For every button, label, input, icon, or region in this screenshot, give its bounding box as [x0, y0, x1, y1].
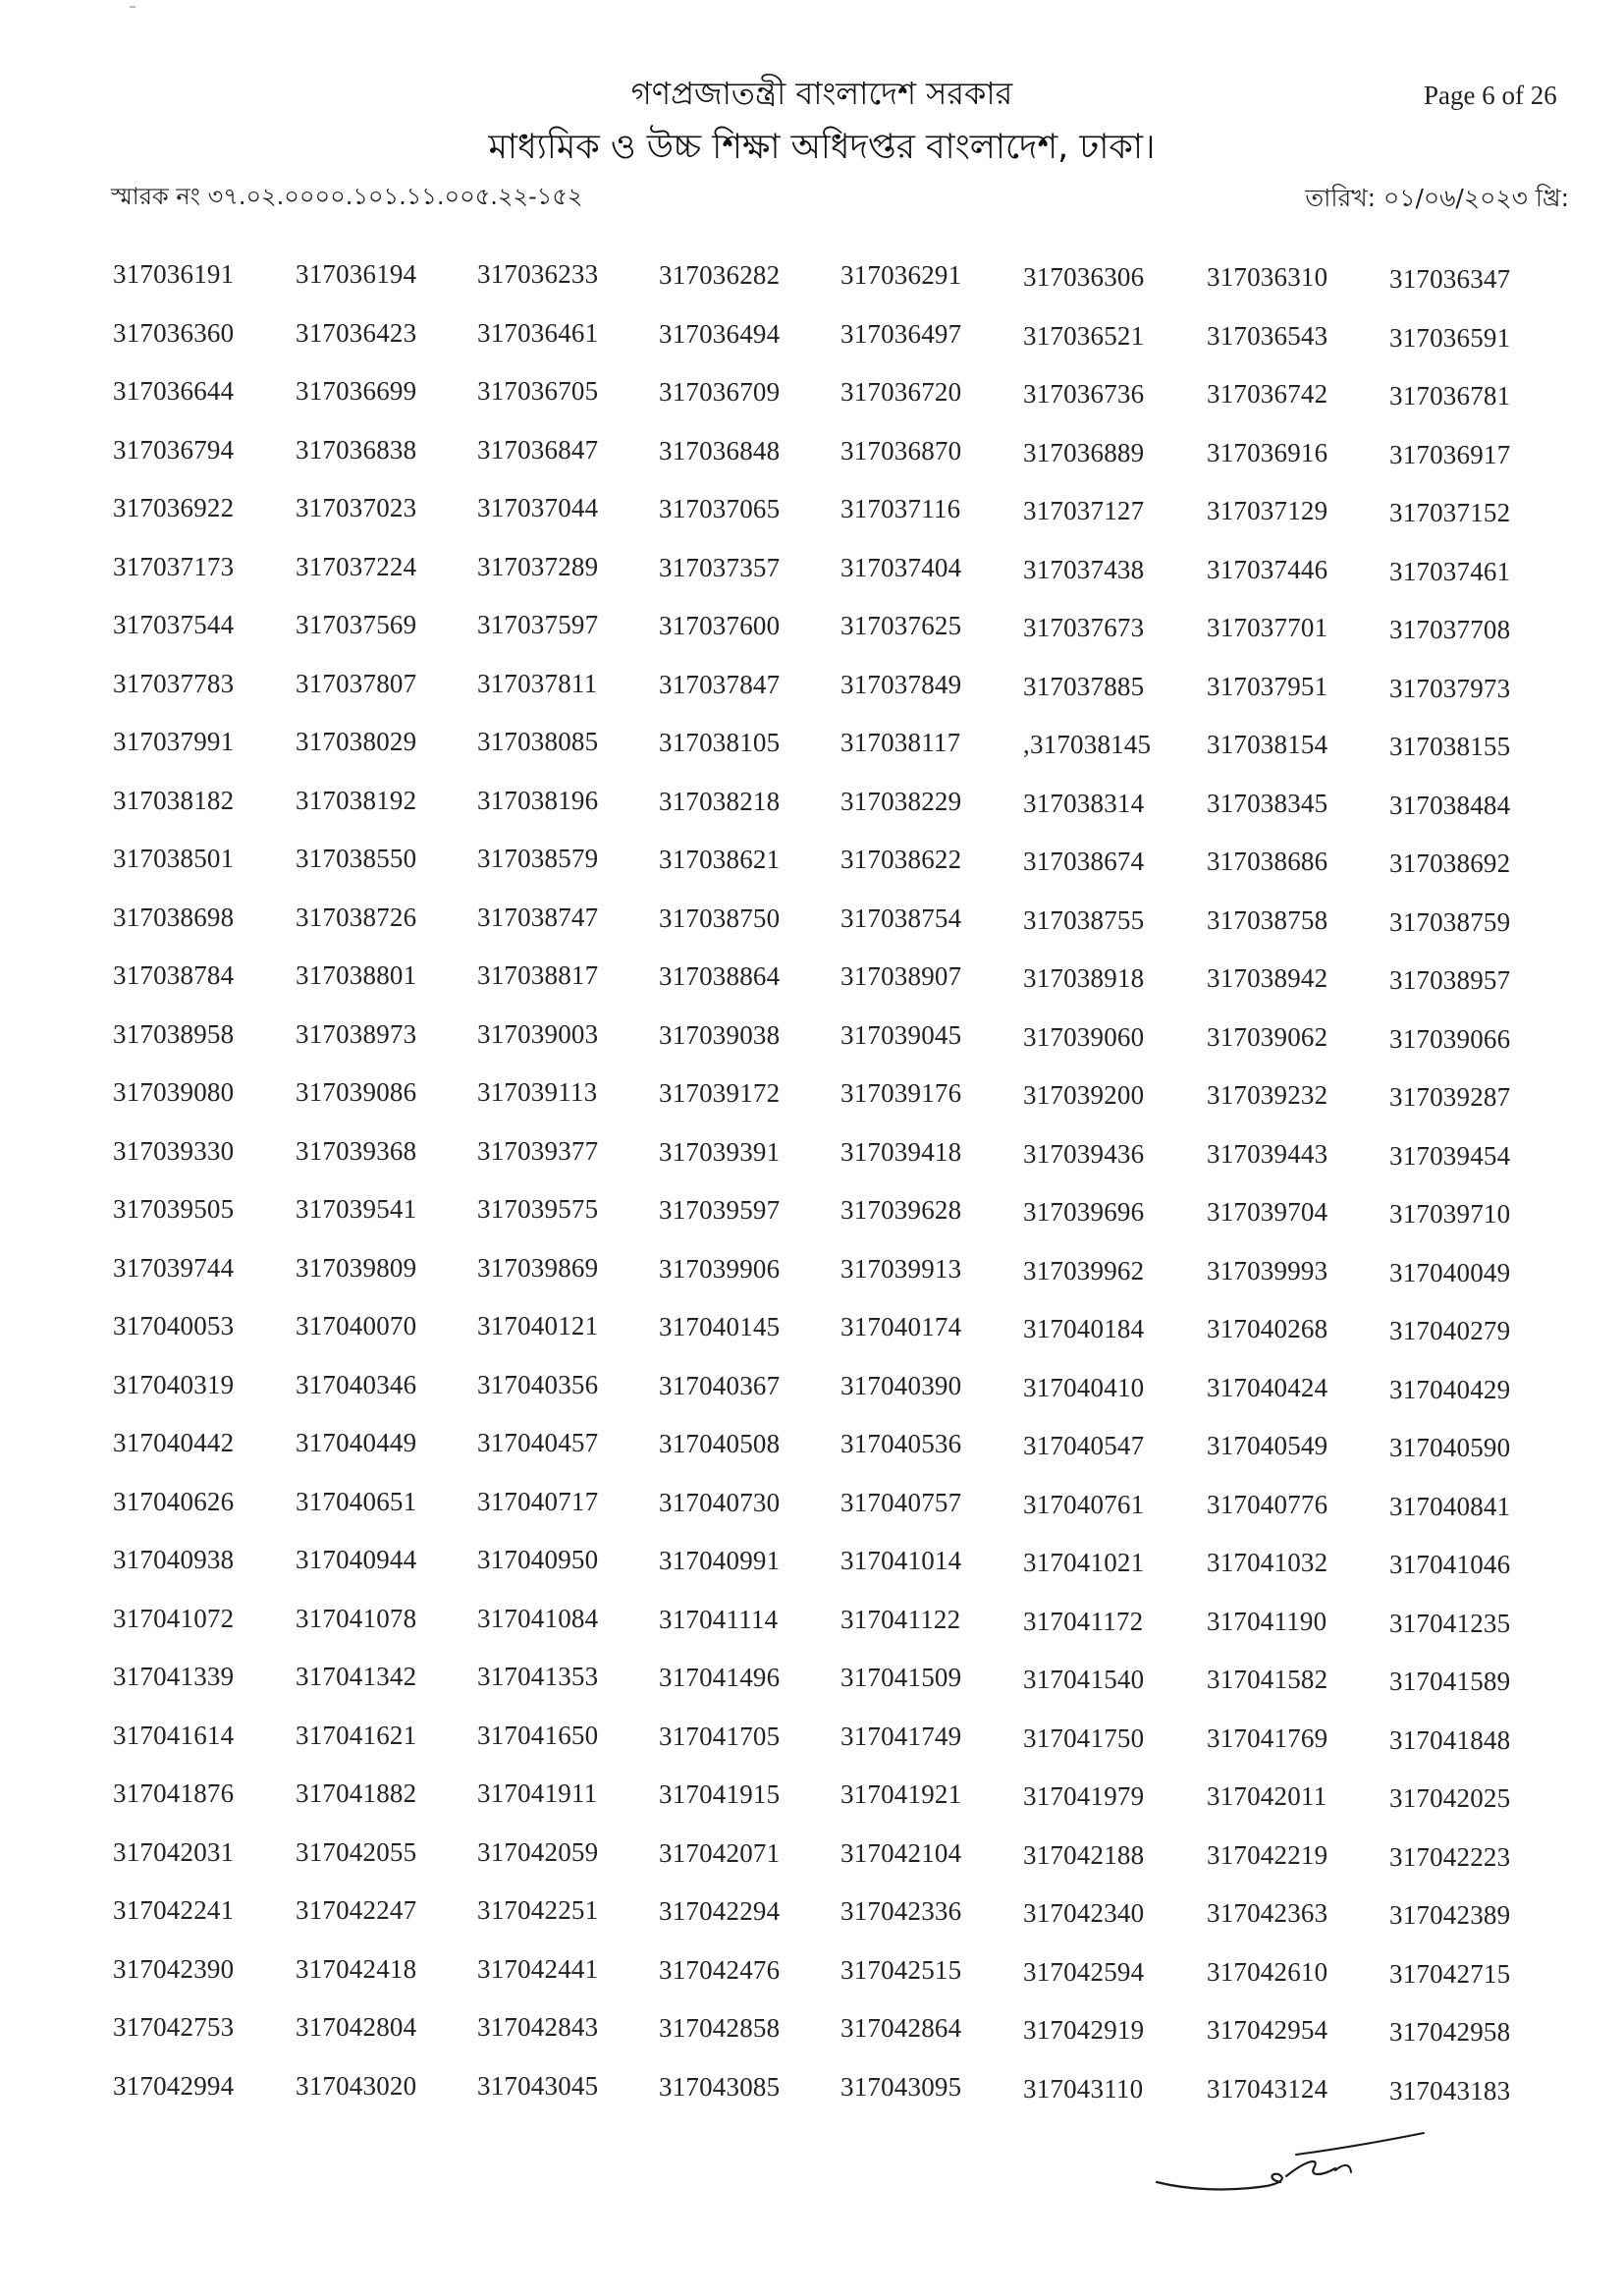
roll-number-cell: 317042031: [113, 1836, 235, 1867]
roll-number-cell: 317041750: [1023, 1722, 1145, 1753]
roll-number-cell: 317038314: [1023, 788, 1145, 818]
roll-number-cell: 317041084: [477, 1603, 599, 1633]
table-row: [0, 1428, 1624, 1487]
roll-number-cell: 317036461: [477, 317, 599, 348]
table-row: [0, 376, 1624, 435]
table-row: [0, 844, 1624, 902]
roll-number-cell: 317036699: [296, 376, 417, 406]
roll-number-cell: 317036543: [1207, 320, 1328, 351]
roll-number-cell: 317041122: [840, 1604, 961, 1634]
roll-number-cell: 317042294: [659, 1896, 781, 1926]
roll-number-cell: 317041979: [1023, 1781, 1145, 1811]
roll-number-cell: 317041540: [1023, 1665, 1145, 1694]
table-row: [0, 669, 1624, 728]
table-row: [0, 610, 1624, 669]
roll-number-cell: 317043020: [296, 2070, 417, 2101]
roll-number-cell: 317038550: [296, 844, 417, 873]
roll-number-cell: 317043085: [659, 2071, 781, 2102]
roll-number-cell: 317038747: [477, 902, 599, 932]
roll-number-cell: 317038621: [659, 845, 781, 874]
roll-number-cell: 317039744: [113, 1252, 235, 1283]
roll-number-cell: 317036310: [1207, 262, 1328, 292]
signature: [1149, 2121, 1443, 2210]
roll-number-cell: 317040626: [113, 1486, 235, 1516]
roll-number-cell: 317040944: [296, 1545, 417, 1574]
roll-number-cell: 317038817: [477, 960, 599, 990]
roll-number-cell: 317039575: [477, 1194, 599, 1224]
table-row: [0, 1077, 1624, 1136]
roll-number-cell: 317041582: [1207, 1665, 1328, 1694]
roll-number-cell: 317041353: [477, 1662, 599, 1691]
table-row: [0, 1370, 1624, 1429]
roll-number-cell: 317040841: [1389, 1491, 1511, 1521]
roll-number-cell: 317040449: [296, 1428, 417, 1457]
table-row: [0, 2012, 1624, 2071]
roll-number-cell: 317036838: [296, 434, 417, 465]
roll-number-cell: 317039045: [840, 1019, 962, 1050]
roll-number-cell: 317041339: [113, 1662, 235, 1691]
roll-number-cell: 317040070: [296, 1311, 417, 1340]
roll-number-cell: 317038784: [113, 960, 235, 990]
roll-number-cell: 317041078: [296, 1603, 417, 1633]
roll-number-cell: 317042858: [659, 2013, 781, 2043]
roll-number-table: [0, 259, 1624, 2129]
table-row: [0, 1136, 1624, 1195]
roll-number-cell: 317039080: [113, 1077, 235, 1107]
table-row: [0, 259, 1624, 318]
roll-number-cell: 317037951: [1207, 671, 1328, 701]
roll-number-cell: 317037811: [477, 668, 598, 698]
roll-number-cell: 317037625: [840, 611, 962, 640]
table-row: [0, 1954, 1624, 2013]
roll-number-cell: 317039060: [1023, 1021, 1145, 1052]
roll-number-cell: 317040390: [840, 1370, 962, 1400]
roll-number-cell: 317036233: [477, 259, 599, 289]
roll-number-cell: 317038117: [840, 728, 961, 757]
roll-number-cell: 317037023: [296, 493, 417, 522]
roll-number-cell: 317042390: [113, 1953, 235, 1984]
table-row: [0, 902, 1624, 961]
roll-number-cell: 317036494: [659, 318, 781, 349]
roll-number-cell: 317038755: [1023, 904, 1145, 935]
roll-number-cell: 317040776: [1207, 1489, 1328, 1519]
roll-number-cell: 317041882: [296, 1778, 417, 1808]
roll-number-cell: 317037173: [113, 551, 235, 581]
roll-number-cell: 317036705: [477, 376, 599, 406]
roll-number-cell: 317042219: [1207, 1839, 1328, 1870]
roll-number-cell: 317042476: [659, 1954, 781, 1985]
roll-number-cell: 317042864: [840, 2013, 962, 2043]
roll-number-cell: 317041921: [840, 1779, 962, 1809]
roll-number-cell: 317038918: [1023, 963, 1145, 993]
roll-number-cell: 317038726: [296, 902, 417, 932]
roll-number-cell: 317039113: [477, 1077, 598, 1107]
scan-speck: [130, 6, 135, 8]
table-row: [0, 1194, 1624, 1253]
roll-number-cell: 317042011: [1207, 1781, 1327, 1811]
table-row: [0, 1604, 1624, 1663]
roll-number-cell: 317037544: [113, 610, 235, 639]
roll-number-cell: 317039086: [296, 1077, 417, 1107]
roll-number-cell: ,317038145: [1023, 730, 1152, 759]
roll-number-cell: 317037847: [659, 669, 781, 699]
roll-number-cell: 317039628: [840, 1195, 962, 1225]
roll-number-cell: 317040549: [1207, 1431, 1328, 1460]
roll-number-cell: 317041032: [1207, 1548, 1328, 1577]
roll-number-cell: 317038958: [113, 1018, 235, 1049]
roll-number-cell: 317036742: [1207, 379, 1328, 409]
roll-number-cell: 317037404: [840, 552, 962, 582]
roll-number-cell: 317038907: [840, 961, 962, 991]
roll-number-cell: 317036194: [296, 259, 417, 289]
table-row: [0, 1311, 1624, 1370]
roll-number-cell: 317042363: [1207, 1898, 1328, 1928]
directorate-title: মাধ্যমিক ও উচ্চ শিক্ষা অধিদপ্তর বাংলাদেশ, ঢাকা।: [488, 128, 1156, 167]
roll-number-cell: 317042247: [296, 1895, 417, 1925]
roll-number-cell: 317039505: [113, 1194, 235, 1224]
roll-number-cell: 317036497: [840, 318, 962, 349]
roll-number-cell: 317036917: [1389, 439, 1511, 469]
roll-number-cell: 317038758: [1207, 904, 1328, 935]
table-row: [0, 960, 1624, 1019]
roll-number-cell: 317041021: [1023, 1548, 1145, 1577]
roll-number-cell: 317036360: [113, 317, 235, 348]
roll-number-cell: 317038622: [840, 845, 962, 874]
table-row: [0, 493, 1624, 552]
roll-number-cell: 317041705: [659, 1721, 781, 1751]
roll-number-cell: 317039066: [1389, 1023, 1511, 1054]
roll-number-cell: 317041650: [477, 1720, 599, 1750]
roll-number-cell: 317036922: [113, 493, 235, 522]
roll-number-cell: 317042336: [840, 1896, 962, 1926]
roll-number-cell: 317040536: [840, 1429, 962, 1458]
roll-number-cell: 317039710: [1389, 1199, 1511, 1229]
roll-number-cell: 317038182: [113, 785, 235, 815]
roll-number-cell: 317039062: [1207, 1021, 1328, 1052]
roll-number-cell: 317037065: [659, 494, 781, 523]
roll-number-cell: 317039377: [477, 1135, 599, 1166]
roll-number-cell: 317040184: [1023, 1314, 1145, 1343]
roll-number-cell: 317038698: [113, 902, 235, 932]
roll-number-cell: 317041190: [1207, 1606, 1327, 1636]
roll-number-cell: 317038801: [296, 960, 417, 990]
table-row: [0, 1019, 1624, 1078]
roll-number-cell: 317038345: [1207, 788, 1328, 818]
roll-number-cell: 317038029: [296, 727, 417, 756]
roll-number-cell: 317040761: [1023, 1489, 1145, 1519]
roll-number-cell: 317042919: [1023, 2015, 1145, 2045]
roll-number-cell: 317038759: [1389, 906, 1511, 937]
roll-number-cell: 317039962: [1023, 1255, 1145, 1285]
roll-number-cell: 317041749: [840, 1721, 962, 1751]
roll-number-cell: 317036720: [840, 377, 962, 407]
table-row: [0, 1895, 1624, 1954]
roll-number-cell: 317038229: [840, 786, 962, 816]
roll-number-cell: 317040145: [659, 1312, 781, 1341]
roll-number-cell: 317040730: [659, 1487, 781, 1517]
roll-number-cell: 317042994: [113, 2070, 235, 2101]
table-row: [0, 552, 1624, 611]
roll-number-cell: 317043183: [1389, 2075, 1511, 2105]
roll-number-cell: 317037885: [1023, 671, 1145, 701]
roll-number-cell: 317036916: [1207, 437, 1328, 467]
roll-number-cell: 317042059: [477, 1836, 599, 1867]
roll-number-cell: 317038192: [296, 785, 417, 815]
roll-number-cell: 317036347: [1389, 264, 1511, 294]
roll-number-cell: 317043045: [477, 2070, 599, 2101]
roll-number-cell: 317040717: [477, 1486, 599, 1516]
roll-number-cell: 317038218: [659, 786, 781, 816]
roll-number-cell: 317039391: [659, 1136, 781, 1167]
roll-number-cell: 317039200: [1023, 1080, 1145, 1110]
roll-number-cell: 317037708: [1389, 615, 1511, 644]
roll-number-cell: 317036644: [113, 376, 235, 406]
roll-number-cell: 317036870: [840, 435, 962, 465]
roll-number-cell: 317038750: [659, 902, 781, 933]
roll-number-cell: 317037569: [296, 610, 417, 639]
roll-number-cell: 317040410: [1023, 1372, 1145, 1402]
roll-number-cell: 317038674: [1023, 847, 1145, 876]
roll-number-cell: 317038105: [659, 728, 781, 757]
roll-number-cell: 317041769: [1207, 1722, 1328, 1753]
roll-number-cell: 317042441: [477, 1953, 599, 1984]
roll-number-cell: 317037129: [1207, 496, 1328, 525]
roll-number-cell: 317039443: [1207, 1138, 1328, 1169]
roll-number-cell: 317037783: [113, 668, 235, 698]
roll-number-cell: 317037600: [659, 611, 781, 640]
roll-number-cell: 317041342: [296, 1662, 417, 1691]
roll-number-cell: 317041876: [113, 1778, 235, 1808]
roll-number-cell: 317039176: [840, 1078, 962, 1108]
roll-number-cell: 317037357: [659, 552, 781, 582]
table-row: [0, 1545, 1624, 1604]
roll-number-cell: 317037597: [477, 610, 599, 639]
roll-number-cell: 317040424: [1207, 1372, 1328, 1402]
roll-number-cell: 317040356: [477, 1369, 599, 1399]
roll-number-cell: 317037673: [1023, 613, 1145, 642]
roll-number-cell: 317039003: [477, 1018, 599, 1049]
roll-number-cell: 317039993: [1207, 1255, 1328, 1285]
roll-number-cell: 317040651: [296, 1486, 417, 1516]
roll-number-cell: 317042715: [1389, 1958, 1511, 1989]
roll-number-cell: 317039597: [659, 1195, 781, 1225]
table-row: [0, 1721, 1624, 1779]
roll-number-cell: 317041235: [1389, 1608, 1511, 1638]
roll-number-cell: 317042241: [113, 1895, 235, 1925]
roll-number-cell: 317040319: [113, 1369, 235, 1399]
roll-number-cell: 317040268: [1207, 1314, 1328, 1343]
roll-number-cell: 317037446: [1207, 554, 1328, 584]
roll-number-cell: 317040346: [296, 1369, 417, 1399]
roll-number-cell: 317042843: [477, 2012, 599, 2042]
memo-reference: স্মারক নং ৩৭.০২.০০০০.১০১.১১.০০৫.২২-১৫২: [111, 183, 583, 210]
table-row: [0, 1837, 1624, 1896]
roll-number-cell: 317038973: [296, 1018, 417, 1049]
roll-number-cell: 317039696: [1023, 1197, 1145, 1227]
roll-number-cell: 317037701: [1207, 613, 1328, 642]
roll-number-cell: 317039436: [1023, 1138, 1145, 1169]
roll-number-cell: 317039172: [659, 1078, 781, 1108]
table-row: [0, 1487, 1624, 1546]
roll-number-cell: 317041911: [477, 1778, 598, 1808]
roll-number-cell: 317041046: [1389, 1550, 1511, 1579]
roll-number-cell: 317040938: [113, 1545, 235, 1574]
roll-number-cell: 317039704: [1207, 1197, 1328, 1227]
roll-number-cell: 317040457: [477, 1428, 599, 1457]
roll-number-cell: 317042188: [1023, 1839, 1145, 1870]
roll-number-cell: 317042104: [840, 1837, 962, 1868]
roll-number-cell: 317038154: [1207, 730, 1328, 759]
roll-number-cell: 317042055: [296, 1836, 417, 1867]
table-row: [0, 318, 1624, 377]
roll-number-cell: 317042389: [1389, 1900, 1511, 1930]
roll-number-cell: 317040950: [477, 1545, 599, 1574]
roll-number-cell: 317041014: [840, 1546, 962, 1575]
roll-number-cell: 317037461: [1389, 556, 1511, 586]
roll-number-cell: 317041172: [1023, 1606, 1144, 1636]
roll-number-cell: 317041621: [296, 1720, 417, 1750]
roll-number-cell: 317041114: [659, 1604, 779, 1634]
roll-number-cell: 317038484: [1389, 790, 1511, 820]
roll-number-cell: 317037807: [296, 668, 417, 698]
roll-number-cell: 317038501: [113, 844, 235, 873]
table-row: [0, 786, 1624, 845]
roll-number-cell: 317042340: [1023, 1898, 1145, 1928]
roll-number-cell: 317038692: [1389, 848, 1511, 878]
roll-number-cell: 317037152: [1389, 498, 1511, 527]
roll-number-cell: 317038957: [1389, 965, 1511, 995]
roll-number-cell: 317037224: [296, 551, 417, 581]
roll-number-cell: 317040442: [113, 1428, 235, 1457]
roll-number-cell: 317039330: [113, 1135, 235, 1166]
roll-number-cell: 317042610: [1207, 1956, 1328, 1987]
table-row: [0, 1778, 1624, 1837]
roll-number-cell: 317039038: [659, 1019, 781, 1050]
roll-number-cell: 317040279: [1389, 1316, 1511, 1345]
roll-number-cell: 317042251: [477, 1895, 599, 1925]
roll-number-cell: 317040508: [659, 1429, 781, 1458]
roll-number-cell: 317042753: [113, 2012, 235, 2042]
roll-number-cell: 317040757: [840, 1487, 962, 1517]
roll-number-cell: 317042954: [1207, 2015, 1328, 2045]
roll-number-cell: 317041614: [113, 1720, 235, 1750]
roll-number-cell: 317036191: [113, 259, 235, 289]
roll-number-cell: 317036781: [1389, 381, 1511, 410]
roll-number-cell: 317040049: [1389, 1257, 1511, 1287]
roll-number-cell: 317037438: [1023, 554, 1145, 584]
roll-number-cell: 317040429: [1389, 1374, 1511, 1404]
government-title: গণপ্রজাতন্ত্রী বাংলাদেশ সরকার: [630, 75, 1013, 112]
roll-number-cell: 317040121: [477, 1311, 599, 1340]
roll-number-cell: 317037991: [113, 727, 235, 756]
roll-number-cell: 317037044: [477, 493, 599, 522]
roll-number-cell: 317041915: [659, 1779, 781, 1809]
table-row: [0, 1662, 1624, 1721]
roll-number-cell: 317038085: [477, 727, 599, 756]
roll-number-cell: 317040991: [659, 1546, 781, 1575]
roll-number-cell: 317043110: [1023, 2073, 1144, 2104]
roll-number-cell: 317036591: [1389, 322, 1511, 353]
roll-number-cell: 317037973: [1389, 673, 1511, 703]
roll-number-cell: 317042804: [296, 2012, 417, 2042]
roll-number-cell: 317042071: [659, 1837, 781, 1868]
roll-number-cell: 317036794: [113, 434, 235, 465]
roll-number-cell: 317042515: [840, 1954, 962, 1985]
table-row: [0, 727, 1624, 786]
roll-number-cell: 317041072: [113, 1603, 235, 1633]
roll-number-cell: 317036848: [659, 435, 781, 465]
roll-number-cell: 317039906: [659, 1253, 781, 1284]
roll-number-cell: 317039287: [1389, 1082, 1511, 1112]
roll-number-cell: 317036306: [1023, 262, 1145, 292]
roll-number-cell: 317039418: [840, 1136, 962, 1167]
roll-number-cell: 317041509: [840, 1663, 962, 1692]
roll-number-cell: 317038579: [477, 844, 599, 873]
roll-number-cell: 317038196: [477, 785, 599, 815]
roll-number-cell: 317037127: [1023, 496, 1145, 525]
roll-number-cell: 317042025: [1389, 1783, 1511, 1813]
roll-number-cell: 317043095: [840, 2071, 962, 2102]
roll-number-cell: 317039368: [296, 1135, 417, 1166]
roll-number-cell: 317038942: [1207, 963, 1328, 993]
roll-number-cell: 317036709: [659, 377, 781, 407]
table-row: [0, 1253, 1624, 1312]
roll-number-cell: 317036847: [477, 434, 599, 465]
roll-number-cell: 317039454: [1389, 1140, 1511, 1171]
roll-number-cell: 317038864: [659, 961, 781, 991]
roll-number-cell: 317042958: [1389, 2017, 1511, 2047]
roll-number-cell: 317039809: [296, 1252, 417, 1283]
roll-number-cell: 317040174: [840, 1312, 962, 1341]
roll-number-cell: 317039869: [477, 1252, 599, 1283]
roll-number-cell: 317039232: [1207, 1080, 1328, 1110]
roll-number-cell: 317036521: [1023, 320, 1145, 351]
roll-number-cell: 317042594: [1023, 1956, 1145, 1987]
roll-number-cell: 317037849: [840, 669, 962, 699]
table-row: [0, 435, 1624, 494]
roll-number-cell: 317038686: [1207, 847, 1328, 876]
roll-number-cell: 317036423: [296, 317, 417, 348]
roll-number-cell: 317040367: [659, 1370, 781, 1400]
roll-number-cell: 317037116: [840, 494, 961, 523]
roll-number-cell: 317043124: [1207, 2073, 1328, 2104]
roll-number-cell: 317036736: [1023, 379, 1145, 409]
roll-number-cell: 317038155: [1389, 732, 1511, 761]
memo-date: তারিখ: ০১/০৬/২০২৩ খ্রি:: [1305, 184, 1569, 212]
roll-number-cell: 317039541: [296, 1194, 417, 1224]
roll-number-cell: 317040547: [1023, 1431, 1145, 1460]
roll-number-cell: 317036889: [1023, 437, 1145, 467]
roll-number-cell: 317038754: [840, 902, 962, 933]
roll-number-cell: 317039913: [840, 1253, 962, 1284]
roll-number-cell: 317041848: [1389, 1724, 1511, 1755]
roll-number-cell: 317041496: [659, 1663, 781, 1692]
roll-number-cell: 317041589: [1389, 1667, 1511, 1696]
roll-number-cell: 317036291: [840, 260, 962, 290]
roll-number-cell: 317042223: [1389, 1841, 1511, 1872]
roll-number-cell: 317040590: [1389, 1433, 1511, 1462]
roll-number-cell: 317040053: [113, 1311, 235, 1340]
roll-number-cell: 317037289: [477, 551, 599, 581]
roll-number-cell: 317042418: [296, 1953, 417, 1984]
roll-number-cell: 317036282: [659, 260, 781, 290]
page-number: Page 6 of 26: [1424, 81, 1557, 110]
